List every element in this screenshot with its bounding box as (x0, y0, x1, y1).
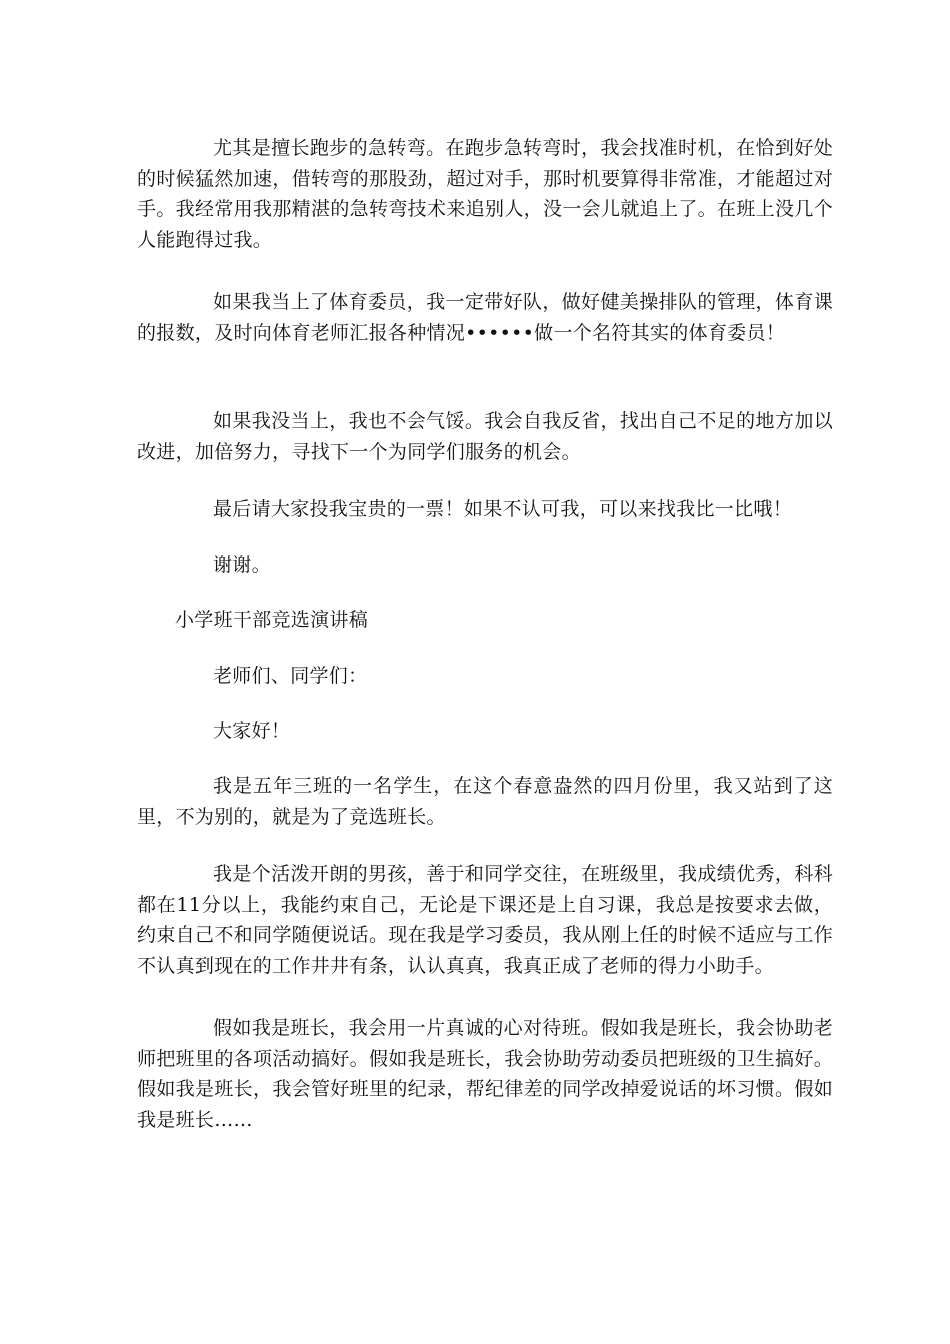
paragraph-running-skill: 尤其是擅长跑步的急转弯。在跑步急转弯时，我会找准时机，在恰到好处的时候猛然加速，借转弯的那股劲，超过对手，那时机要算得非常准，才能超过对手。我经常用我那精湛的急转弯技术来追别人，没一会儿就追上了。在班上没几个人能跑得过我。 (137, 137, 833, 251)
paragraph-vote-request: 最后请大家投我宝贵的一票！如果不认可我，可以来找我比一比哦！ (213, 498, 793, 520)
paragraph-thanks: 谢谢。 (213, 554, 271, 576)
paragraph-sports-committee-plan: 如果我当上了体育委员，我一定带好队，做好健美操排队的管理，体育课的报数，及时向体育老师汇报各种情况••••••做一个名符其实的体育委员！ (137, 291, 833, 344)
paragraph-salutation: 老师们、同学们： (213, 665, 368, 687)
section-title: 小学班干部竞选演讲稿 (175, 609, 369, 631)
paragraph-if-monitor: 假如我是班长，我会用一片真诚的心对待班。假如我是班长，我会协助老师把班里的各项活动搞好。假如我是班长，我会协助劳动委员把班级的卫生搞好。假如我是班长，我会管好班里的纪录，帮纪律差的同学改掉爱说话的坏习惯。假如我是班长…… (137, 1017, 833, 1131)
paragraph-introduction: 我是五年三班的一名学生，在这个春意盎然的四月份里，我又站到了这里，不为别的，就是为了竞选班长。 (137, 775, 833, 828)
paragraph-if-not-elected: 如果我没当上，我也不会气馁。我会自我反省，找出自己不足的地方加以改进，加倍努力，寻找下一个为同学们服务的机会。 (137, 410, 833, 463)
paragraph-self-description: 我是个活泼开朗的男孩，善于和同学交往，在班级里，我成绩优秀，科科都在11分以上，我能约束自己，无论是下课还是上自习课，我总是按要求去做，约束自己不和同学随便说话。现在我是学习委员，我从刚上任的时候不适应与工作不认真到现在的工作井井有条，认认真真，我真正成了老师的得力小助手。 (137, 863, 833, 977)
paragraph-greeting: 大家好！ (213, 720, 291, 742)
